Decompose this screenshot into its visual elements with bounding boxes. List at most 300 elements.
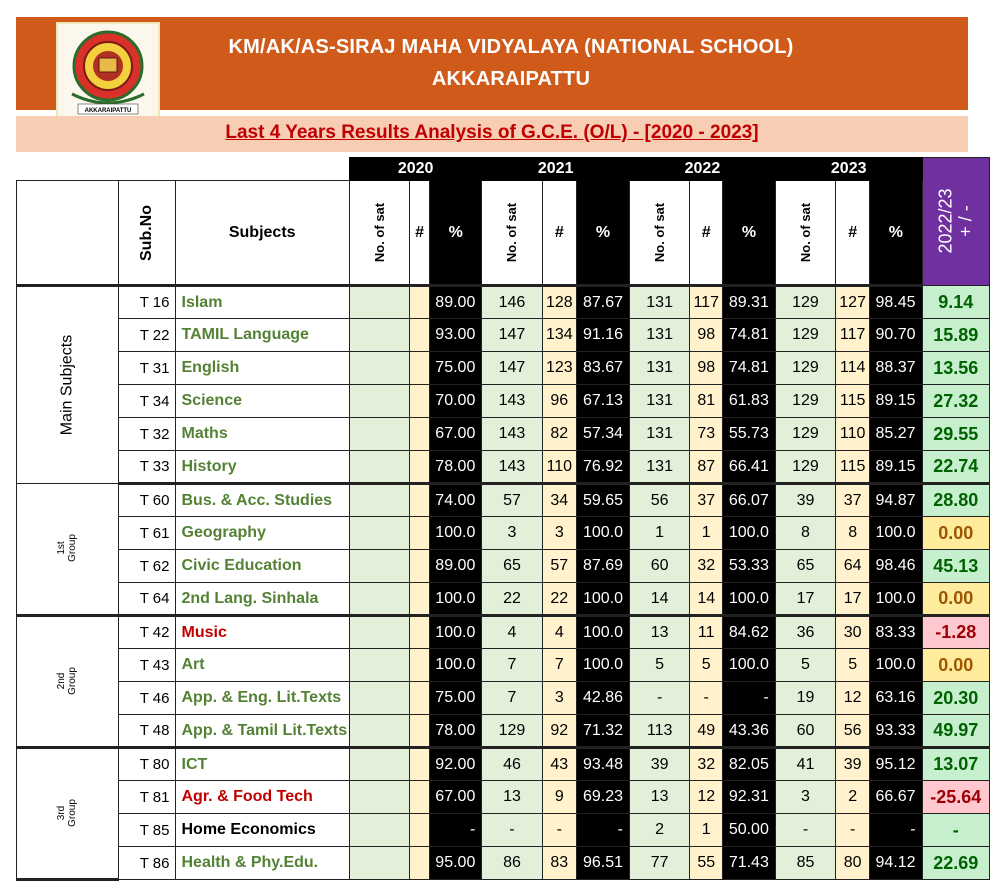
pass-percent: 96.51: [577, 847, 630, 880]
pass-percent: 100.0: [870, 583, 922, 616]
pass-count: [410, 616, 430, 649]
pass-count: [410, 352, 430, 385]
sat-count: 65: [482, 550, 542, 583]
pass-count: -: [836, 814, 870, 847]
pass-count: 114: [836, 352, 870, 385]
pct-header: %: [430, 181, 482, 286]
subtitle-bar: [16, 116, 968, 152]
sat-header: No. of sat: [775, 181, 835, 286]
pass-count: 5: [690, 649, 723, 682]
pass-count: 17: [836, 583, 870, 616]
pass-percent: 100.0: [723, 517, 776, 550]
school-name: KM/AK/AS-SIRAJ MAHA VIDYALAYA (NATIONAL SCHOOL): [228, 36, 794, 58]
pass-count: -: [690, 682, 723, 715]
diff-value: 0.00: [922, 517, 989, 550]
subjects-header: Subjects: [175, 181, 349, 286]
group-label: 3rd Group: [17, 748, 119, 880]
pass-percent: 100.0: [430, 616, 482, 649]
pass-percent: -: [577, 814, 630, 847]
pass-count: [410, 715, 430, 748]
diff-value: -: [922, 814, 989, 847]
subject-name: Health & Phy.Edu.: [175, 847, 349, 880]
subject-code: T 48: [118, 715, 175, 748]
pass-count: 55: [690, 847, 723, 880]
sat-count: 1: [630, 517, 690, 550]
logo-caption: AKKARAIPATTU: [84, 108, 132, 114]
diff-value: 13.56: [922, 352, 989, 385]
group-header: [17, 181, 119, 286]
subject-name: Geography: [175, 517, 349, 550]
subject-name: Music: [175, 616, 349, 649]
sat-count: 85: [775, 847, 835, 880]
pass-percent: 98.46: [870, 550, 922, 583]
sat-count: 57: [482, 484, 542, 517]
pass-percent: 43.36: [723, 715, 776, 748]
subject-code: T 62: [118, 550, 175, 583]
pass-count: 83: [542, 847, 576, 880]
pass-percent: 88.37: [870, 352, 922, 385]
subject-code: T 16: [118, 286, 175, 319]
pass-count: 37: [836, 484, 870, 517]
subject-name: Civic Education: [175, 550, 349, 583]
subject-code: T 60: [118, 484, 175, 517]
sat-count: 22: [482, 583, 542, 616]
pass-percent: 55.73: [723, 418, 776, 451]
pass-count: 11: [690, 616, 723, 649]
sat-count: 147: [482, 319, 542, 352]
subject-code: T 80: [118, 748, 175, 781]
pass-percent: 100.0: [430, 583, 482, 616]
sat-header: No. of sat: [482, 181, 542, 286]
pass-percent: 82.05: [723, 748, 776, 781]
pass-percent: 84.62: [723, 616, 776, 649]
pass-percent: 74.81: [723, 352, 776, 385]
pass-count: 123: [542, 352, 576, 385]
pass-percent: 67.00: [430, 781, 482, 814]
pass-percent: 89.00: [430, 550, 482, 583]
diff-value: 15.89: [922, 319, 989, 352]
sat-count: [349, 616, 409, 649]
pass-percent: 91.16: [577, 319, 630, 352]
pass-count: 110: [836, 418, 870, 451]
table-row: [17, 682, 990, 715]
pass-percent: 76.92: [577, 451, 630, 484]
year-header: 2021: [482, 158, 630, 181]
sat-count: 131: [630, 319, 690, 352]
sat-count: 86: [482, 847, 542, 880]
table-row: [17, 451, 990, 484]
report-title: Last 4 Years Results Analysis of G.C.E. (O/L) - [2020 - 2023]: [225, 122, 759, 143]
sat-count: 131: [630, 451, 690, 484]
header-banner: [16, 17, 968, 114]
pass-count: [410, 781, 430, 814]
school-logo: [56, 22, 160, 127]
sat-count: [349, 352, 409, 385]
diff-value: 29.55: [922, 418, 989, 451]
pass-percent: 71.43: [723, 847, 776, 880]
sat-count: [349, 286, 409, 319]
sat-count: 5: [775, 649, 835, 682]
pass-count: 22: [542, 583, 576, 616]
table-row: [17, 286, 990, 319]
table-row: [17, 517, 990, 550]
subject-name: Art: [175, 649, 349, 682]
subject-code: T 86: [118, 847, 175, 880]
table-row: [17, 748, 990, 781]
pass-count: [410, 649, 430, 682]
pass-count: 12: [690, 781, 723, 814]
pass-percent: 89.31: [723, 286, 776, 319]
table-row: [17, 484, 990, 517]
school-location: AKKARAIPATTU: [431, 68, 591, 90]
subject-name: Agr. & Food Tech: [175, 781, 349, 814]
pass-percent: 42.86: [577, 682, 630, 715]
subject-code: T 34: [118, 385, 175, 418]
pass-percent: 67.00: [430, 418, 482, 451]
pass-percent: 66.07: [723, 484, 776, 517]
year-header: 2022: [630, 158, 776, 181]
table-row: [17, 418, 990, 451]
pass-percent: -: [430, 814, 482, 847]
sat-count: 60: [630, 550, 690, 583]
sat-count: 129: [775, 319, 835, 352]
pass-percent: 100.0: [723, 583, 776, 616]
pass-count: 14: [690, 583, 723, 616]
subject-code: T 43: [118, 649, 175, 682]
results-table: [16, 157, 990, 881]
pass-percent: 63.16: [870, 682, 922, 715]
sat-count: 17: [775, 583, 835, 616]
sat-count: 13: [630, 616, 690, 649]
pass-count: [410, 682, 430, 715]
sat-count: 129: [482, 715, 542, 748]
pass-percent: 66.41: [723, 451, 776, 484]
pass-count: 96: [542, 385, 576, 418]
sat-count: 131: [630, 418, 690, 451]
subject-code: T 81: [118, 781, 175, 814]
sat-count: 147: [482, 352, 542, 385]
pass-count: 32: [690, 550, 723, 583]
pass-percent: 89.00: [430, 286, 482, 319]
pass-percent: 59.65: [577, 484, 630, 517]
pass-percent: 100.0: [870, 517, 922, 550]
pass-percent: 74.00: [430, 484, 482, 517]
sat-count: [349, 583, 409, 616]
subject-code: T 46: [118, 682, 175, 715]
sat-count: 146: [482, 286, 542, 319]
pass-percent: 67.13: [577, 385, 630, 418]
table-row: [17, 319, 990, 352]
pass-count: [410, 286, 430, 319]
pass-percent: 83.67: [577, 352, 630, 385]
pass-count: 8: [836, 517, 870, 550]
sat-count: 3: [482, 517, 542, 550]
pass-percent: 83.33: [870, 616, 922, 649]
sat-count: [349, 484, 409, 517]
sat-count: 8: [775, 517, 835, 550]
pass-count: 32: [690, 748, 723, 781]
subject-name: Home Economics: [175, 814, 349, 847]
pass-count: [410, 385, 430, 418]
subject-name: Islam: [175, 286, 349, 319]
sat-header: No. of sat: [349, 181, 409, 286]
sat-count: [349, 814, 409, 847]
pass-percent: 100.0: [577, 583, 630, 616]
pass-count: 49: [690, 715, 723, 748]
diff-value: 27.32: [922, 385, 989, 418]
pass-percent: 98.45: [870, 286, 922, 319]
diff-value: 9.14: [922, 286, 989, 319]
sat-count: 46: [482, 748, 542, 781]
diff-value: 28.80: [922, 484, 989, 517]
sat-count: 14: [630, 583, 690, 616]
pass-count: 82: [542, 418, 576, 451]
pass-count: 81: [690, 385, 723, 418]
sat-count: 7: [482, 682, 542, 715]
pct-header: %: [577, 181, 630, 286]
pass-count: 34: [542, 484, 576, 517]
subject-name: English: [175, 352, 349, 385]
hash-header: #: [542, 181, 576, 286]
pass-count: 30: [836, 616, 870, 649]
pass-count: 127: [836, 286, 870, 319]
pass-count: 9: [542, 781, 576, 814]
table-row: [17, 781, 990, 814]
pass-count: [410, 814, 430, 847]
sat-count: 56: [630, 484, 690, 517]
pass-count: 92: [542, 715, 576, 748]
pass-count: [410, 484, 430, 517]
pass-percent: 93.00: [430, 319, 482, 352]
sat-count: 113: [630, 715, 690, 748]
pass-percent: 61.83: [723, 385, 776, 418]
hash-header: #: [410, 181, 430, 286]
sat-count: [349, 385, 409, 418]
pass-count: 115: [836, 451, 870, 484]
pass-count: 5: [836, 649, 870, 682]
pass-percent: 75.00: [430, 352, 482, 385]
diff-value: 13.07: [922, 748, 989, 781]
pass-percent: 100.0: [577, 616, 630, 649]
sat-count: 19: [775, 682, 835, 715]
pass-percent: 93.48: [577, 748, 630, 781]
subject-code: T 22: [118, 319, 175, 352]
pass-percent: 74.81: [723, 319, 776, 352]
table-row: [17, 550, 990, 583]
pass-count: [410, 517, 430, 550]
sat-count: [349, 748, 409, 781]
sat-count: 77: [630, 847, 690, 880]
sat-count: 129: [775, 385, 835, 418]
pass-count: 80: [836, 847, 870, 880]
hash-header: #: [690, 181, 723, 286]
pass-count: 43: [542, 748, 576, 781]
sat-count: [349, 451, 409, 484]
sat-count: [349, 649, 409, 682]
sat-count: 131: [630, 352, 690, 385]
pass-count: [410, 451, 430, 484]
diff-value: 22.69: [922, 847, 989, 880]
subject-code: T 61: [118, 517, 175, 550]
sat-count: 65: [775, 550, 835, 583]
sat-count: 13: [482, 781, 542, 814]
sat-count: 2: [630, 814, 690, 847]
pass-count: 128: [542, 286, 576, 319]
subject-code: T 42: [118, 616, 175, 649]
pass-percent: 92.31: [723, 781, 776, 814]
pass-percent: 95.00: [430, 847, 482, 880]
group-label: Main Subjects: [17, 286, 119, 484]
pass-count: 3: [542, 682, 576, 715]
sat-count: 7: [482, 649, 542, 682]
sat-count: [349, 715, 409, 748]
pass-percent: 89.15: [870, 385, 922, 418]
subject-code: T 64: [118, 583, 175, 616]
group-label: 2nd Group: [17, 616, 119, 748]
pass-percent: 50.00: [723, 814, 776, 847]
table-row: [17, 649, 990, 682]
pass-percent: 85.27: [870, 418, 922, 451]
sat-count: 131: [630, 385, 690, 418]
table-row: [17, 583, 990, 616]
sat-count: 3: [775, 781, 835, 814]
subject-code: T 32: [118, 418, 175, 451]
subject-name: Science: [175, 385, 349, 418]
sat-count: [349, 517, 409, 550]
pass-count: 117: [836, 319, 870, 352]
sat-count: 129: [775, 286, 835, 319]
sat-count: 131: [630, 286, 690, 319]
header-corner: [17, 158, 350, 181]
sat-count: 39: [630, 748, 690, 781]
pass-count: 117: [690, 286, 723, 319]
pass-percent: 71.32: [577, 715, 630, 748]
subject-name: Bus. & Acc. Studies: [175, 484, 349, 517]
pass-count: [410, 550, 430, 583]
sat-count: 129: [775, 352, 835, 385]
pass-percent: 100.0: [577, 517, 630, 550]
pass-percent: 89.15: [870, 451, 922, 484]
pass-count: 1: [690, 517, 723, 550]
pass-percent: -: [723, 682, 776, 715]
subject-name: App. & Tamil Lit.Texts: [175, 715, 349, 748]
subject-name: TAMIL Language: [175, 319, 349, 352]
pct-header: %: [723, 181, 776, 286]
pass-count: 98: [690, 352, 723, 385]
pass-percent: 90.70: [870, 319, 922, 352]
subject-name: App. & Eng. Lit.Texts: [175, 682, 349, 715]
pass-count: 115: [836, 385, 870, 418]
sat-count: -: [775, 814, 835, 847]
pass-count: 110: [542, 451, 576, 484]
pass-count: 64: [836, 550, 870, 583]
pass-percent: 66.67: [870, 781, 922, 814]
diff-value: 22.74: [922, 451, 989, 484]
diff-value: -1.28: [922, 616, 989, 649]
sat-count: 41: [775, 748, 835, 781]
sat-count: 39: [775, 484, 835, 517]
pass-count: 2: [836, 781, 870, 814]
diff-value: -25.64: [922, 781, 989, 814]
year-header: 2020: [349, 158, 481, 181]
table-row: [17, 385, 990, 418]
pass-percent: 78.00: [430, 451, 482, 484]
sat-count: 13: [630, 781, 690, 814]
pass-percent: 95.12: [870, 748, 922, 781]
pass-percent: 87.67: [577, 286, 630, 319]
pass-percent: 87.69: [577, 550, 630, 583]
diff-value: 45.13: [922, 550, 989, 583]
pct-header: %: [870, 181, 922, 286]
pass-count: 3: [542, 517, 576, 550]
sat-count: [349, 319, 409, 352]
hash-header: #: [836, 181, 870, 286]
table-row: [17, 616, 990, 649]
pass-percent: 69.23: [577, 781, 630, 814]
pass-count: 73: [690, 418, 723, 451]
sat-count: [349, 682, 409, 715]
pass-count: [410, 847, 430, 880]
pass-percent: 70.00: [430, 385, 482, 418]
pass-count: 57: [542, 550, 576, 583]
pass-count: 7: [542, 649, 576, 682]
sat-count: 36: [775, 616, 835, 649]
pass-count: 39: [836, 748, 870, 781]
results-body: [17, 286, 990, 880]
pass-percent: 94.12: [870, 847, 922, 880]
diff-value: 0.00: [922, 583, 989, 616]
pass-count: 37: [690, 484, 723, 517]
pass-count: [410, 748, 430, 781]
pass-percent: -: [870, 814, 922, 847]
pass-percent: 93.33: [870, 715, 922, 748]
sat-count: [349, 847, 409, 880]
subject-name: History: [175, 451, 349, 484]
pass-count: 134: [542, 319, 576, 352]
pass-count: 87: [690, 451, 723, 484]
subject-name: Maths: [175, 418, 349, 451]
pass-count: [410, 583, 430, 616]
sat-count: 129: [775, 451, 835, 484]
pass-count: -: [542, 814, 576, 847]
diff-value: 49.97: [922, 715, 989, 748]
group-label: 1st Group: [17, 484, 119, 616]
sat-count: 143: [482, 451, 542, 484]
pass-count: [410, 418, 430, 451]
sat-count: 5: [630, 649, 690, 682]
table-row: [17, 847, 990, 880]
pass-count: [410, 319, 430, 352]
subject-code: T 31: [118, 352, 175, 385]
subno-header: Sub.No: [118, 181, 175, 286]
pass-percent: 92.00: [430, 748, 482, 781]
year-header: 2023: [775, 158, 922, 181]
sat-count: [349, 781, 409, 814]
subject-name: 2nd Lang. Sinhala: [175, 583, 349, 616]
pass-percent: 100.0: [430, 649, 482, 682]
diff-header: 2022/23 + / -: [922, 158, 989, 286]
sat-count: -: [630, 682, 690, 715]
pass-percent: 100.0: [430, 517, 482, 550]
subject-code: T 85: [118, 814, 175, 847]
sat-count: 129: [775, 418, 835, 451]
sat-count: 143: [482, 418, 542, 451]
pass-count: 4: [542, 616, 576, 649]
diff-value: 20.30: [922, 682, 989, 715]
pass-percent: 94.87: [870, 484, 922, 517]
sat-count: 60: [775, 715, 835, 748]
sat-count: [349, 550, 409, 583]
